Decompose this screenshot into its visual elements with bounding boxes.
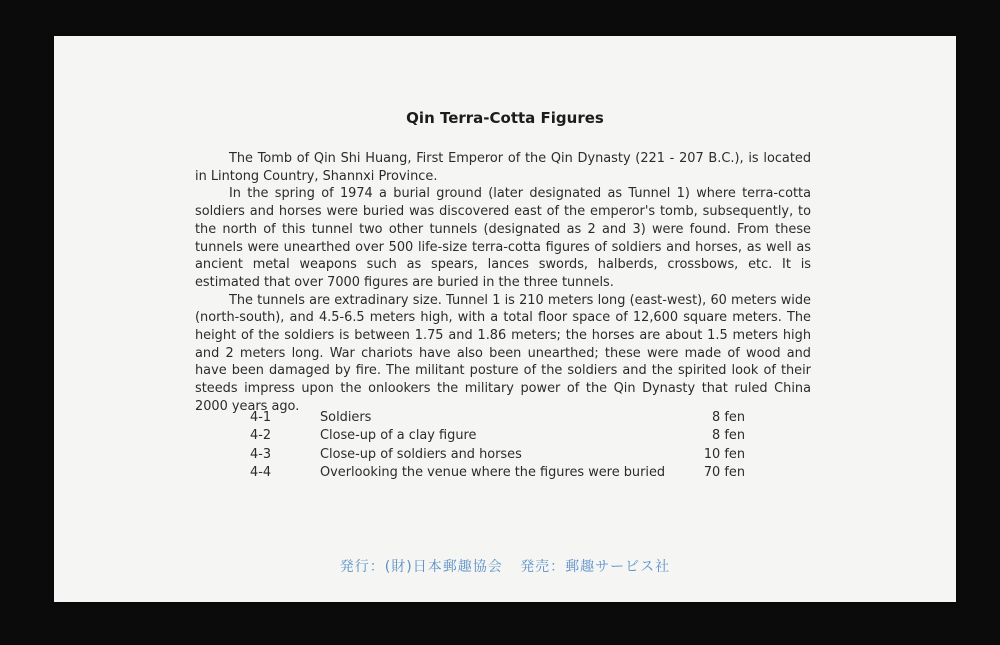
stamp-description: Soldiers <box>320 410 372 425</box>
paragraph-1: The Tomb of Qin Shi Huang, First Emperor of the Qin Dynasty (221 - 207 B.C.), is located in Lintong Country, Shannxi Province. <box>195 151 811 184</box>
stamp-description: Close-up of a clay figure <box>320 428 477 444</box>
stamp-description: Overlooking the venue where the figures were buried <box>320 464 666 480</box>
paragraph-3: The tunnels are extradinary size. Tunnel 1 is 210 meters long (east-west), 60 meters wide (north-south), and 4.5-6.5 meters high, with a total floor space of 12,600 square meters. The height of the soldiers is between 1.75 and 1.86 meters; the horses are about 1.5 meters high and 2 meters long. War chariots have also been unearthed; these were made of wood and have been damaged by fire. The militant posture of the soldiers and the spirited look of their steeds impress upon the onlookers the military power of the Qin Dynasty that ruled China 2000 years ago. <box>195 292 811 414</box>
document-title: Qin Terra-Cotta Figures <box>406 109 604 127</box>
stamp-row <box>250 465 745 483</box>
stamp-code: 4-2 <box>250 428 272 444</box>
stamp-row <box>250 447 745 465</box>
description-text <box>195 150 811 416</box>
stamp-description: Close-up of soldiers and horses <box>320 446 522 462</box>
stamp-price: 8 fen <box>712 428 745 444</box>
stamp-code: 4-1 <box>250 410 272 425</box>
stamp-price: 70 fen <box>703 464 745 480</box>
stamp-price: 10 fen <box>703 446 745 462</box>
stamp-code: 4-3 <box>250 446 272 462</box>
stamp-row <box>250 410 745 428</box>
stamp-row <box>250 428 745 446</box>
stamp-price: 8 fen <box>712 410 745 425</box>
publisher-text: 発行：(財)日本郵趣協会 <box>339 559 503 575</box>
publisher-footer <box>54 556 956 576</box>
insert-card <box>54 36 956 602</box>
stamp-code: 4-4 <box>250 464 272 480</box>
paragraph-2: In the spring of 1974 a burial ground (later designated as Tunnel 1) where terra-cotta soldiers and horses were buried was discovered east of the emperor's tomb, subsequently, to the north of this tunnel two other tunnels (designated as 2 and 3) were found. From these tunnels were unearthed over 500 life-size terra-cotta figures of soldiers and horses, as well as ancient metal weapons such as spears, lances swords, halberds, crossbows, etc. It is estimated that over 7000 figures are buried in the three tunnels. <box>195 186 811 290</box>
seller-text: 発売：郵趣サービス社 <box>520 559 671 575</box>
stamp-list <box>250 410 745 483</box>
